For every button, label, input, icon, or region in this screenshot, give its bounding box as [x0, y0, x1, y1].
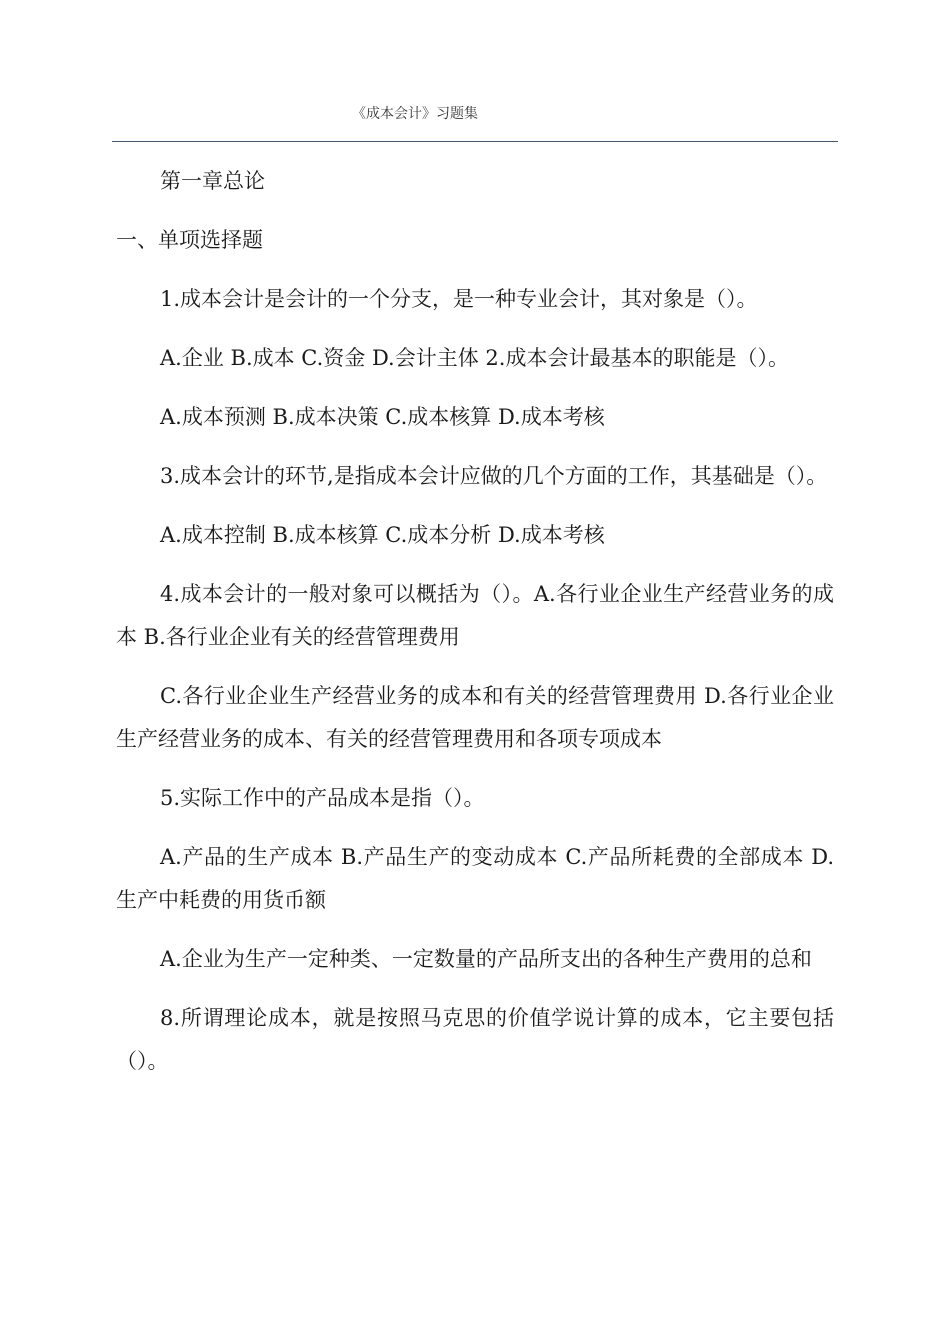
options-5: A.产品的生产成本 B.产品生产的变动成本 C.产品所耗费的全部成本 D.生产中耗费的用货币额: [116, 845, 834, 912]
document-title: 《成本会计》习题集: [352, 106, 478, 122]
question-5: 5.实际工作中的产品成本是指（）。: [160, 786, 485, 810]
section-heading: 一、单项选择题: [116, 228, 263, 252]
question-3: 3.成本会计的环节,是指成本会计应做的几个方面的工作，其基础是（）。: [160, 464, 828, 488]
page-header: [112, 0, 838, 143]
options-2: A.成本预测 B.成本决策 C.成本核算 D.成本考核: [160, 405, 605, 429]
document-body: [116, 160, 834, 1099]
options-3: A.成本控制 B.成本核算 C.成本分析 D.成本考核: [160, 523, 605, 547]
chapter-heading: 第一章总论: [160, 169, 265, 193]
question-8: 8.所谓理论成本，就是按照马克思的价值学说计算的成本，它主要包括（）。: [116, 1006, 834, 1073]
question-1: 1.成本会计是会计的一个分支，是一种专业会计，其对象是（）。: [160, 287, 758, 311]
answer-option-a: A.企业为生产一定种类、一定数量的产品所支出的各种生产费用的总和: [160, 947, 812, 971]
options-1-question-2: A.企业 B.成本 C.资金 D.会计主体 2.成本会计最基本的职能是（）。: [160, 346, 789, 370]
question-4: 4.成本会计的一般对象可以概括为（）。A.各行业企业生产经营业务的成本 B.各行业企业有关的经营管理费用: [116, 582, 834, 649]
options-4: C.各行业企业生产经营业务的成本和有关的经营管理费用 D.各行业企业生产经营业务的成本、有关的经营管理费用和各项专项成本: [116, 684, 834, 751]
header-divider: [112, 141, 838, 142]
